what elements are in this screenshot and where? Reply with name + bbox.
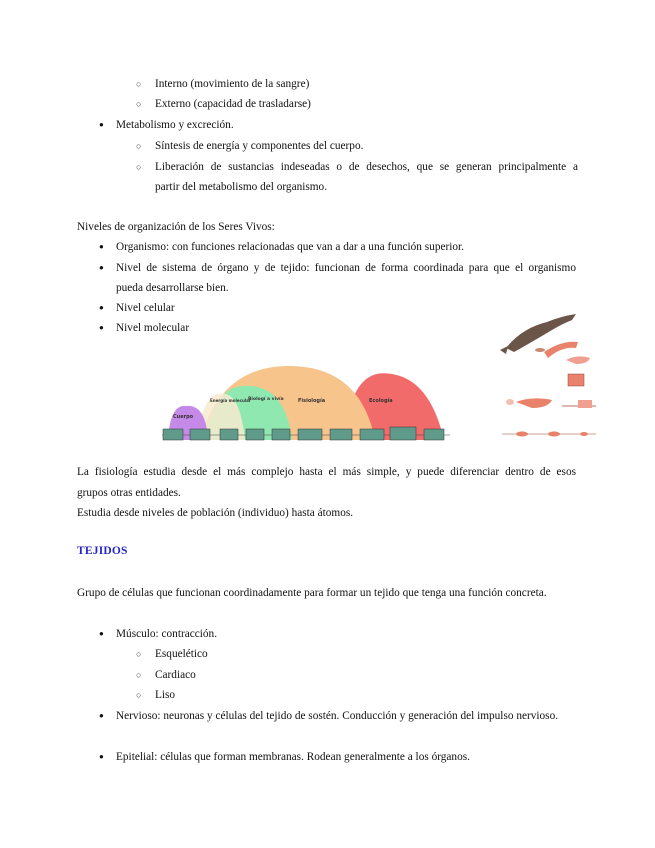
list-item: Liso [155,689,176,701]
list-item: Nivel celular [116,302,175,314]
disc-bullet-icon: ● [99,242,104,251]
circle-bullet-icon: ○ [136,79,142,89]
figure-label-cuerpo: Cuerpo [173,414,194,420]
list-item: Nervioso: neuronas y células del tejido de sostén. Conducción y generación del impulso nervioso. [116,710,559,722]
list-item: Liberación de sustancias indeseadas o de desechos, que se generan principalmente a [155,161,578,173]
organism-tissue-illustration [492,310,602,448]
paragraph: La fisiología estudia desde el más complejo hasta el más simple, y puede diferenciar dentro de esos [77,466,576,478]
list-item: Metabolismo y excreción. [116,119,234,131]
organization-levels-figure [160,360,452,448]
circle-bullet-icon: ○ [136,690,142,700]
circle-bullet-icon: ○ [136,141,142,151]
disc-bullet-icon: ● [99,752,104,761]
figure-label-fisiologia: Fisiología [298,398,326,404]
list-item: Organismo: con funciones relacionadas que van a dar a una función superior. [116,241,464,253]
list-item: Cardiaco [155,669,196,681]
figure-label-energia: Energía molecular [210,398,251,403]
level-boxes [163,427,444,440]
circle-bullet-icon: ○ [136,670,142,680]
disc-bullet-icon: ● [99,303,104,312]
circle-bullet-icon: ○ [136,649,142,659]
list-item: Nivel de sistema de órgano y de tejido: funcionan de forma coordinada para que el organismo [116,262,576,274]
list-item: Síntesis de energía y componentes del cuerpo. [155,140,364,152]
list-item: Epitelial: células que forman membranas. Rodean generalmente a los órganos. [116,751,470,763]
list-item-continuation: partir del metabolismo del organismo. [155,181,328,193]
disc-bullet-icon: ● [99,120,104,129]
circle-bullet-icon: ○ [136,99,142,109]
disc-bullet-icon: ● [99,711,104,720]
paragraph: Estudia desde niveles de población (individuo) hasta átomos. [77,507,354,519]
disc-bullet-icon: ● [99,629,104,638]
figure-label-ecologia: Ecología [369,398,393,404]
disc-bullet-icon: ● [99,323,104,332]
circle-bullet-icon: ○ [136,162,142,172]
figure-label-biologia: Biologí a vivía [248,397,284,402]
disc-bullet-icon: ● [99,263,104,272]
paragraph-continuation: grupos otras entidades. [77,487,181,499]
list-item: Interno (movimiento de la sangre) [155,78,310,90]
list-item: Nivel molecular [116,322,190,334]
paragraph: Niveles de organización de los Seres Vivos: [77,221,275,233]
list-item: Externo (capacidad de trasladarse) [155,98,311,110]
section-heading-tejidos: TEJIDOS [77,545,128,557]
paragraph: Grupo de células que funcionan coordinadamente para formar un tejido que tenga una función concreta. [77,587,547,599]
list-item: Músculo: contracción. [116,628,218,640]
list-item-continuation: pueda desarrollarse bien. [116,282,229,294]
list-item: Esquelético [155,648,208,660]
